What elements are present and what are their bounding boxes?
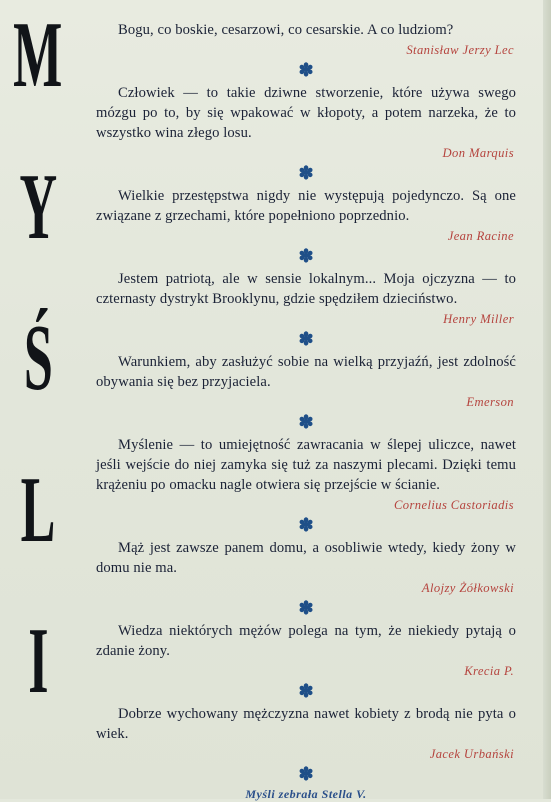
title-letter: Ś	[23, 306, 53, 411]
quote-text: Wiedza niektórych mężów polega na tym, że niekiedy pytają o zdanie żony.	[96, 623, 516, 659]
quotes-column	[96, 20, 516, 802]
quote-author: Alojzy Żółkowski	[421, 581, 514, 595]
asterisk-separator-icon: ✽	[298, 412, 314, 432]
quote-author: Emerson	[466, 395, 514, 409]
quote-item	[96, 704, 516, 762]
title-letter: Y	[19, 154, 57, 260]
quote-text: Jestem patriotą, ale w sensie lokalnym... Moja ojczyzna — to czternasty dystrykt Brooklynu, gdzie spędziłem dzieciństwo.	[96, 271, 516, 307]
asterisk-separator-icon: ✽	[298, 515, 314, 535]
quote-text: Myślenie — to umiejętność zawracania w ślepej uliczce, nawet jeśli wejście do niej zamyka się tuż za naszymi plecami. Dzięki temu krążeniu po omacku nagle otwiera się przejście w ścianie.	[96, 437, 516, 493]
quote-author: Cornelius Castoriadis	[393, 498, 514, 512]
quote-item	[96, 621, 516, 679]
asterisk-separator-icon: ✽	[298, 681, 314, 701]
quote-author: Jacek Urbański	[429, 747, 514, 761]
quote-author: Henry Miller	[443, 312, 514, 326]
vertical-title	[6, 3, 70, 714]
quote-text: Wielkie przestępstwa nigdy nie występują pojedynczo. Są one związane z grzechami, które popełniono poprzednio.	[96, 188, 516, 224]
title-letter: I	[27, 609, 49, 714]
quote-text: Mąż jest zawsze panem domu, a osobliwie wtedy, kiedy żony w domu nie ma.	[96, 540, 516, 576]
quote-item	[96, 83, 516, 161]
quote-text: Człowiek — to takie dziwne stworzenie, które używa swego mózgu po to, by się wpakować w kłopoty, a potem narzeka, że to wszystko wina złego losu.	[96, 85, 516, 141]
quote-item	[96, 20, 516, 58]
title-letter: M	[13, 3, 63, 108]
quote-text: Bogu, co boskie, cesarzowi, co cesarskie. A co ludziom?	[118, 22, 454, 38]
quote-item	[96, 269, 516, 327]
asterisk-separator-icon: ✽	[298, 60, 314, 80]
quote-item	[96, 352, 516, 410]
asterisk-separator-icon: ✽	[298, 598, 314, 618]
quote-text: Warunkiem, aby zasłużyć sobie na wielką przyjaźń, jest zdolność obywania się bez przyjaciela.	[96, 354, 516, 390]
asterisk-separator-icon: ✽	[298, 246, 314, 266]
asterisk-separator-icon: ✽	[298, 764, 314, 784]
quote-author: Krecia P.	[464, 664, 514, 678]
quote-author: Stanisław Jerzy Lec	[406, 43, 514, 57]
quote-text: Dobrze wychowany mężczyzna nawet kobiety z brodą nie pyta o wiek.	[96, 706, 516, 742]
page-edge	[543, 0, 551, 799]
quote-author: Jean Racine	[447, 229, 514, 243]
title-letter: L	[20, 457, 56, 563]
quote-author: Don Marquis	[442, 146, 514, 160]
asterisk-separator-icon: ✽	[298, 163, 314, 183]
asterisk-separator-icon: ✽	[298, 329, 314, 349]
compiler-credit: Myśli zebrała Stella V.	[245, 787, 367, 801]
quote-item	[96, 435, 516, 513]
quote-item	[96, 538, 516, 596]
quote-item	[96, 186, 516, 244]
